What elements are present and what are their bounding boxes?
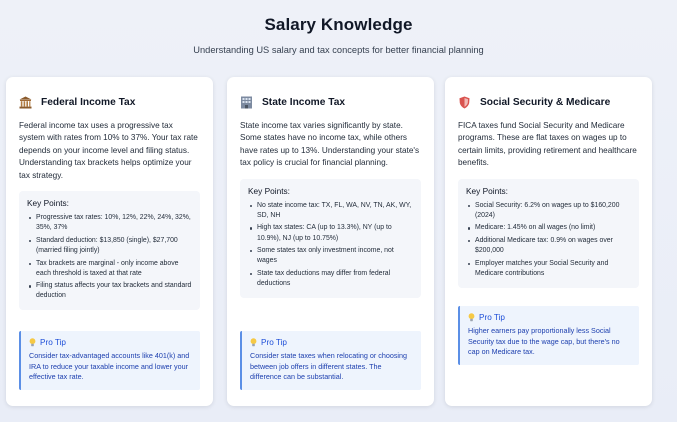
list-item: Some states tax only investment income, not wages xyxy=(257,246,413,266)
card-header xyxy=(19,93,200,111)
pro-tip-box xyxy=(240,331,421,390)
card-header xyxy=(240,93,421,111)
pro-tip-header xyxy=(468,313,631,322)
key-points-box xyxy=(240,179,421,298)
lightbulb-icon xyxy=(29,338,36,347)
lightbulb-icon xyxy=(250,338,257,347)
list-item: Employer matches your Social Security and Medicare contributions xyxy=(475,259,631,279)
bank-building-icon xyxy=(19,96,32,109)
pro-tip-label: Pro Tip xyxy=(40,338,66,347)
page-subtitle: Understanding US salary and tax concepts for better financial planning xyxy=(193,45,484,55)
pro-tip-header xyxy=(250,338,413,347)
list-item: Social Security: 6.2% on wages up to $160,200 (2024) xyxy=(475,201,631,221)
pro-tip-text: Higher earners pay proportionally less Social Security tax due to the wage cap, but there's no cap on Medicare tax. xyxy=(468,326,620,357)
key-points-list xyxy=(466,201,631,279)
pro-tip-label: Pro Tip xyxy=(261,338,287,347)
list-item: Tax brackets are marginal - only income above each threshold is taxed at that rate xyxy=(36,259,192,279)
card-title: Federal Income Tax xyxy=(41,96,136,108)
card-social-security-medicare xyxy=(445,77,652,406)
card-title: Social Security & Medicare xyxy=(480,96,611,108)
list-item: High tax states: CA (up to 13.3%), NY (up to 10.9%), NJ (up to 10.75%) xyxy=(257,223,413,243)
card-description: Federal income tax uses a progressive tax system with rates from 10% to 37%. Your tax rate depends on your income level and filing status. Understanding tax brackets helps optimize your tax strategy. xyxy=(19,121,198,180)
key-points-list xyxy=(248,201,413,290)
list-item: State tax deductions may differ from federal deductions xyxy=(257,269,413,289)
list-item: Medicare: 1.45% on all wages (no limit) xyxy=(475,223,631,233)
list-item: Progressive tax rates: 10%, 12%, 22%, 24%, 32%, 35%, 37% xyxy=(36,213,192,233)
pro-tip-header xyxy=(29,338,192,347)
key-points-list xyxy=(27,213,192,302)
pro-tip-text: Consider tax-advantaged accounts like 401(k) and IRA to reduce your taxable income and lower your effective tax rate. xyxy=(29,351,190,382)
pro-tip-label: Pro Tip xyxy=(479,313,505,322)
office-building-icon xyxy=(240,96,253,109)
pro-tip-box xyxy=(19,331,200,390)
list-item: Additional Medicare tax: 0.9% on wages over $200,000 xyxy=(475,236,631,256)
card-federal-income-tax xyxy=(6,77,213,406)
list-item: Standard deduction: $13,850 (single), $27,700 (married filing jointly) xyxy=(36,236,192,256)
key-points-label: Key Points: xyxy=(466,185,508,196)
card-title: State Income Tax xyxy=(262,96,346,108)
page-title: Salary Knowledge xyxy=(264,15,413,34)
shield-icon xyxy=(458,96,471,109)
card-description: State income tax varies significantly by state. Some states have no income tax, while others have rates up to 13%. Understanding your state's tax policy is crucial for financial planning. xyxy=(240,121,420,168)
list-item: No state income tax: TX, FL, WA, NV, TN, AK, WY, SD, NH xyxy=(257,201,413,221)
key-points-box xyxy=(458,179,639,288)
key-points-box xyxy=(19,191,200,310)
card-header xyxy=(458,93,639,111)
key-points-label: Key Points: xyxy=(27,198,69,209)
card-description: FICA taxes fund Social Security and Medicare programs. These are flat taxes on wages up to certain limits, providing retirement and healthcare benefits. xyxy=(458,121,637,168)
key-points-label: Key Points: xyxy=(248,185,290,196)
card-state-income-tax xyxy=(227,77,434,406)
list-item: Filing status affects your tax brackets and standard deduction xyxy=(36,281,192,301)
pro-tip-box xyxy=(458,306,639,365)
pro-tip-text: Consider state taxes when relocating or choosing between job offers in different states. The difference can be substantial. xyxy=(250,351,408,382)
lightbulb-icon xyxy=(468,313,475,322)
